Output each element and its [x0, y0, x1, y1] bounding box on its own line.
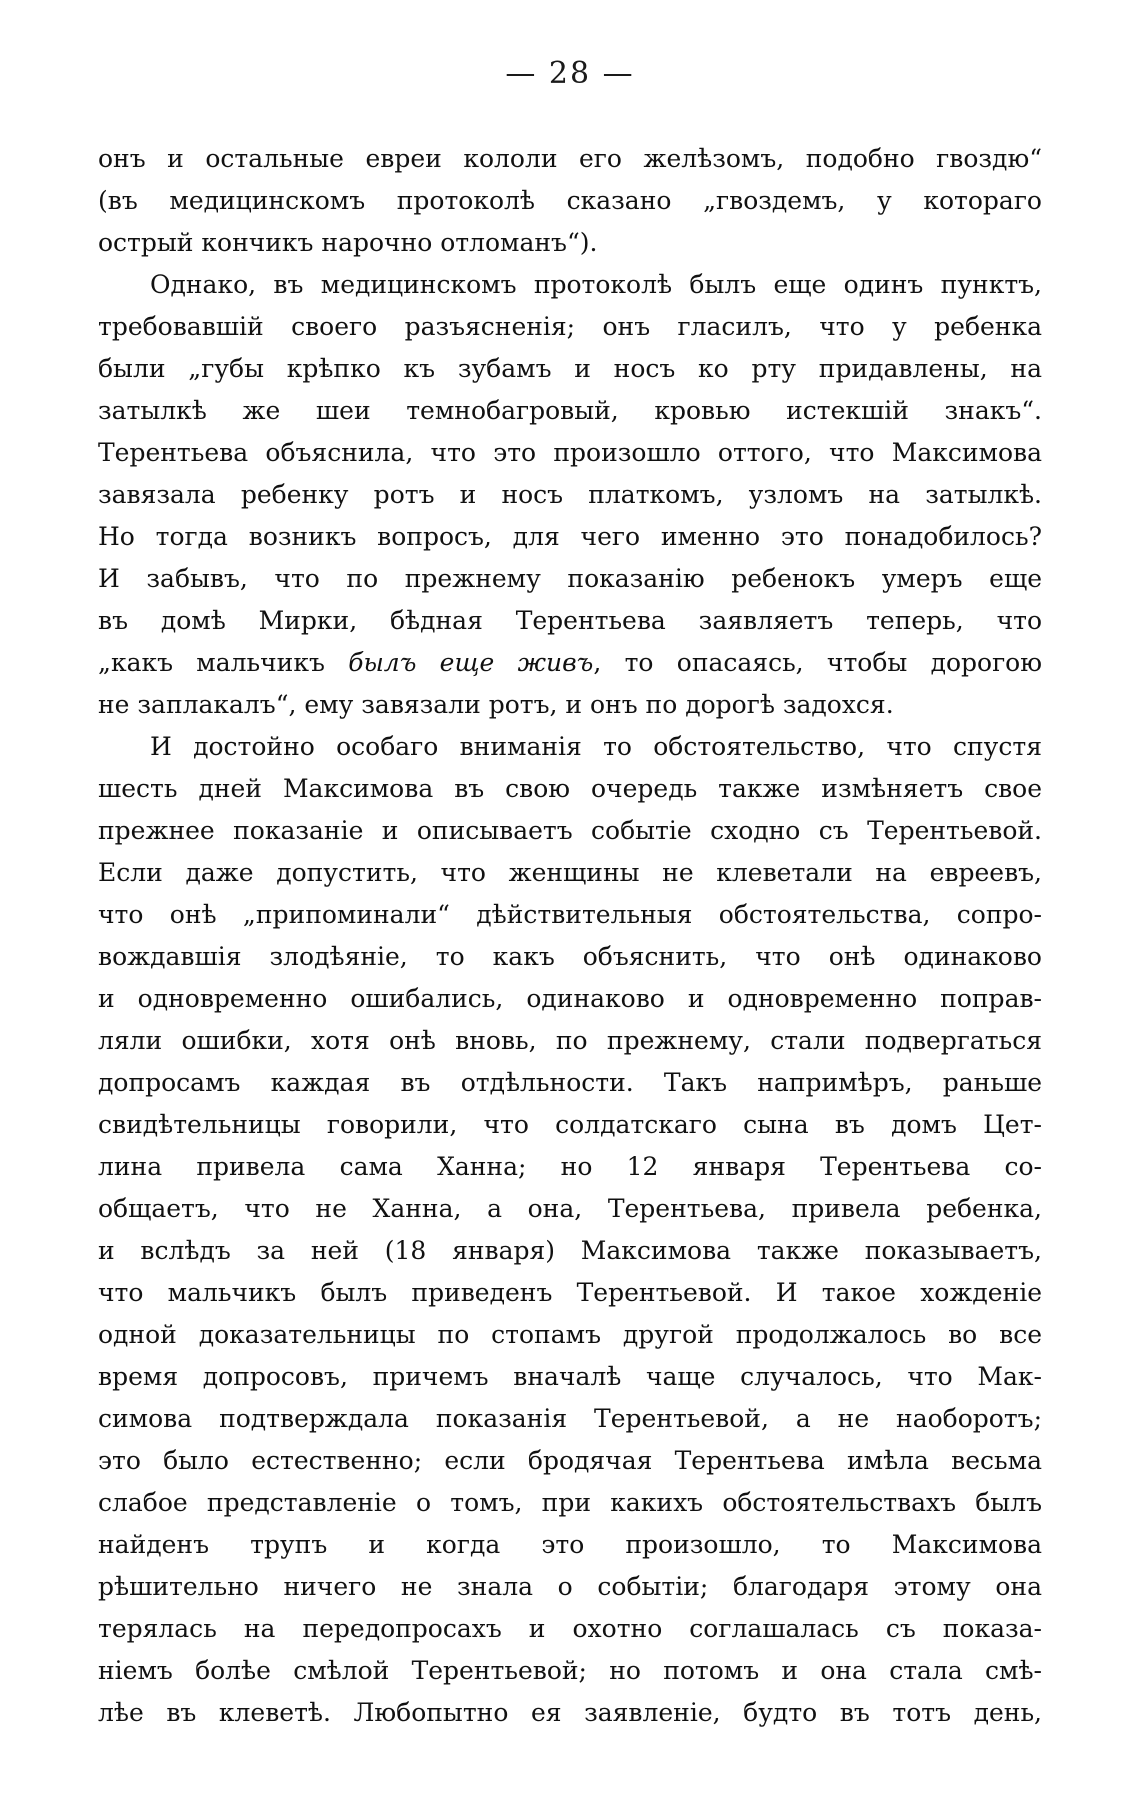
- text-line: онъ и остальные евреи кололи его желѣзомъ, подобно гвоздю“: [98, 144, 1042, 173]
- text-line: прежнее показаніе и описываетъ событіе сходно съ Терентьевой.: [98, 816, 1042, 845]
- text-line: что мальчикъ былъ приведенъ Терентьевой. И такое хожденіе: [98, 1278, 1042, 1307]
- text-line: найденъ трупъ и когда это произошло, то Максимова: [98, 1530, 1042, 1559]
- text-line: были „губы крѣпко къ зубамъ и носъ ко рту придавлены, на: [98, 354, 1042, 383]
- text-line: ляли ошибки, хотя онѣ вновь, по прежнему, стали подвергаться: [98, 1026, 1042, 1055]
- text-line: (въ медицинскомъ протоколѣ сказано „гвоздемъ, у котораго: [98, 186, 1042, 215]
- text-line: и вслѣдъ за ней (18 января) Максимова также показываетъ,: [98, 1236, 1042, 1265]
- page-number: — 28 —: [505, 56, 635, 91]
- text-line: Терентьева объяснила, что это произошло оттого, что Максимова: [98, 438, 1042, 467]
- text-line: въ домѣ Мирки, бѣдная Терентьева заявляетъ теперь, что: [98, 606, 1042, 635]
- text-line: что онѣ „припоминали“ дѣйствительныя обстоятельства, сопро-: [98, 900, 1042, 929]
- text-line: не заплакалъ“, ему завязали ротъ, и онъ по дорогѣ задохся.: [98, 690, 894, 719]
- text-line: слабое представленіе о томъ, при какихъ обстоятельствахъ былъ: [98, 1488, 1042, 1517]
- paragraph-start-line: Однако, въ медицинскомъ протоколѣ былъ еще одинъ пунктъ,: [150, 270, 1042, 299]
- text-line: и одновременно ошибались, одинаково и одновременно поправ-: [98, 984, 1042, 1013]
- text-line: И забывъ, что по прежнему показанію ребенокъ умеръ еще: [98, 564, 1042, 593]
- text-line: затылкѣ же шеи темнобагровый, кровью истекшій знакъ“.: [98, 396, 1042, 425]
- text-line: лѣе въ клеветѣ. Любопытно ея заявленіе, будто въ тотъ день,: [98, 1698, 1042, 1727]
- text-segment: , то опасаясь, чтобы дорогою: [593, 648, 1042, 677]
- text-line: требовавшій своего разъясненія; онъ гласилъ, что у ребенка: [98, 312, 1042, 341]
- text-line: лина привела сама Ханна; но 12 января Терентьева со-: [98, 1152, 1042, 1181]
- text-line: Но тогда возникъ вопросъ, для чего именно это понадобилось?: [98, 522, 1042, 551]
- text-line: вождавшія злодѣяніе, то какъ объяснить, что онѣ одинаково: [98, 942, 1042, 971]
- italic-phrase: былъ еще живъ: [348, 648, 594, 677]
- text-line: симова подтверждала показанія Терентьевой, а не наоборотъ;: [98, 1404, 1042, 1433]
- text-line: ніемъ болѣе смѣлой Терентьевой; но потомъ и она стала смѣ-: [98, 1656, 1042, 1685]
- text-line: терялась на передопросахъ и охотно соглашалась съ показа-: [98, 1614, 1042, 1643]
- text-line: свидѣтельницы говорили, что солдатскаго сына въ домъ Цет-: [98, 1110, 1042, 1139]
- text-segment: „какъ мальчикъ: [98, 648, 349, 677]
- text-line: рѣшительно ничего не знала о событіи; благодаря этому она: [98, 1572, 1042, 1601]
- text-line: одной доказательницы по стопамъ другой продолжалось во все: [98, 1320, 1042, 1349]
- body-text: [98, 138, 1042, 1734]
- text-line: острый кончикъ нарочно отломанъ“).: [98, 228, 598, 257]
- text-line: это было естественно; если бродячая Терентьева имѣла весьма: [98, 1446, 1042, 1475]
- text-line: завязала ребенку ротъ и носъ платкомъ, узломъ на затылкѣ.: [98, 480, 1042, 509]
- text-line: общаетъ, что не Ханна, а она, Терентьева, привела ребенка,: [98, 1194, 1042, 1223]
- text-line: время допросовъ, причемъ вначалѣ чаще случалось, что Мак-: [98, 1362, 1042, 1391]
- text-line: шесть дней Максимова въ свою очередь также измѣняетъ свое: [98, 774, 1042, 803]
- paragraph-start-line: И достойно особаго вниманія то обстоятельство, что спустя: [150, 732, 1042, 761]
- text-line-with-italic: [98, 642, 1042, 684]
- text-line: допросамъ каждая въ отдѣльности. Такъ напримѣръ, раньше: [98, 1068, 1042, 1097]
- text-line: Если даже допустить, что женщины не клеветали на евреевъ,: [98, 858, 1042, 887]
